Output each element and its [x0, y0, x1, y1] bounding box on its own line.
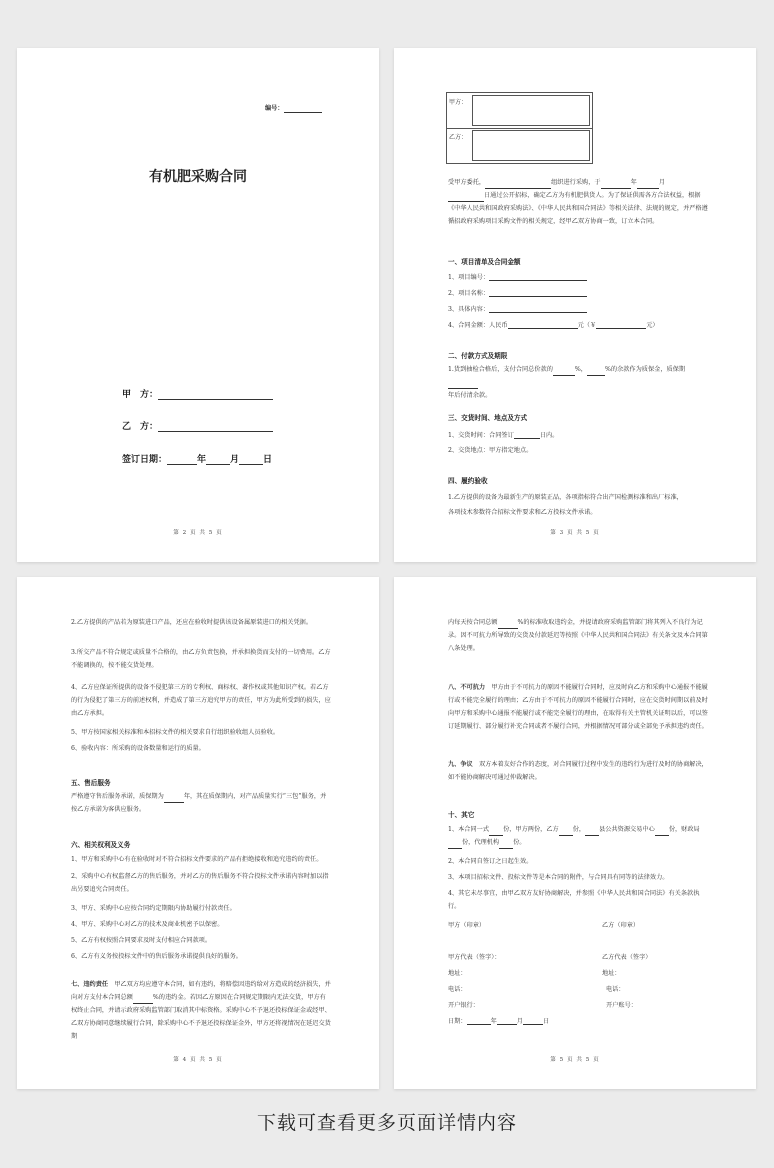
dispute-text: 双方本着友好合作的态度，对合同履行过程中发生的违约行为进行及时的协商解决，如不能协商解决可通过仲裁解决。	[448, 761, 708, 781]
other-1-text-g: 份。	[513, 839, 526, 846]
other-1-text-b: 份，甲方两份，乙方	[503, 826, 559, 833]
page-footer: 第 5 页 共 5 页	[550, 1057, 600, 1063]
month-label: 月	[516, 1018, 523, 1025]
yuan-close-label: 元）	[646, 322, 659, 329]
breach-continuation	[448, 616, 708, 655]
breach-paragraph	[71, 978, 331, 1043]
section-1-heading: 一、项目清单及合同金额	[448, 258, 521, 266]
acceptance-line-2: 各项技术参数符合招标文件要求和乙方投标文件承诺。	[448, 509, 597, 516]
date-label: 日期：	[448, 1018, 467, 1025]
rights-item-6: 6、乙方有义务按投标文件中的售后服务承诺提供良好的服务。	[71, 953, 242, 960]
contract-title: 有机肥采购合同	[149, 169, 247, 185]
seal-a: 甲方（印章）	[448, 922, 486, 929]
contract-cover-page	[17, 48, 379, 562]
party-b-label: 乙 方：	[122, 422, 159, 432]
acceptance-paragraph-3: 3.所交产品不符合规定或质量不合格的，由乙方负责包换，并承担换货而支付的一切费用。乙方不能调换的，按不能交货处理。	[71, 649, 331, 669]
acceptance-paragraph-2: 2.乙方提供的产品若为原装进口产品，还应在验收时提供该设备属原装进口的相关凭据。	[71, 619, 313, 626]
day-label: 日	[542, 1018, 550, 1025]
seal-b: 乙方（印章）	[602, 922, 640, 929]
item-label: 2、项目名称：	[448, 290, 490, 297]
rep-b: 乙方代表（签字）	[602, 954, 652, 961]
acceptance-paragraph-5: 5、甲方按国家相关标准和本招标文件的相关要求自行组织验收组人员验收。	[71, 729, 280, 736]
section-2-heading: 二、付款方式及期限	[448, 352, 508, 360]
tel-b: 电话：	[606, 986, 625, 993]
dispute-paragraph	[448, 758, 708, 784]
party-b-cell-label: 乙方：	[449, 134, 468, 141]
section-4-heading: 四、履约验收	[448, 477, 488, 485]
number-label: 编号：	[265, 105, 284, 112]
payment-text-1: 1.货到抽检合格后，支付合同总价款的	[448, 366, 553, 373]
year-label: 年	[490, 1018, 497, 1025]
intro-text-1: 受甲方委托，	[448, 179, 486, 186]
month-label: 月	[230, 455, 240, 465]
delivery-place: 2、交货地点：甲方指定地点。	[448, 447, 533, 454]
year-label: 年	[197, 455, 207, 465]
sign-date-field	[122, 452, 272, 465]
intro-text-5: 日通过公开招标，确定乙方为有机肥供货人。为了保证供需各方合法权益，根据《中华人民共和国政府采购法》、《中华人民共和国合同法》等相关法律、法规的规定，并严格遵循招政府采购项目采购文件的相关规定，经甲乙双方协商一致，订立本合同。	[448, 192, 708, 225]
payment-paragraph	[448, 363, 708, 402]
rep-a: 甲方代表（签字）：	[448, 954, 501, 961]
other-1-text-a: 1、本合同一式	[448, 826, 490, 833]
after-sales-paragraph	[71, 790, 331, 816]
party-b-row	[447, 128, 592, 163]
intro-text-4: 月	[658, 179, 665, 186]
item-label: 4、合同金额：人民币	[448, 322, 508, 329]
party-a-label: 甲 方：	[122, 390, 159, 400]
acceptance-line-1: 1.乙方提供的设备为最新生产的原装正品，各项指标符合出产国检测标准和出厂标准，	[448, 494, 683, 501]
item-project-name	[448, 288, 587, 297]
delivery-time-suffix: 日内。	[539, 432, 559, 439]
rights-item-4: 4、甲方、采购中心对乙方的技术及商业机密予以保密。	[71, 921, 224, 928]
breach-cont-text-2: %的标准收取违约金，并提请政府采购监管部门将其列入不良行为记录。因不可抗力所导致的交货及付款延迟等按照《中华人民共和国合同法》有关条文及本合同第八条处理。	[448, 619, 708, 652]
yuan-label: 元（￥	[577, 322, 597, 329]
payment-text-3: %的余款作为质保金，质保期	[604, 366, 686, 373]
item-label: 1、项目编号：	[448, 274, 490, 281]
breach-text-2: %的违约金。若因乙方原因在合同规定期限内无法交货，甲方有权终止合同，并请示政府采购监管部门取消其中标资格。采购中心不予退还投标保证金或经甲、乙双方协商同意继续履行合同，除采购中心不予退还投标保证金外，甲方还将视情况在延迟交货期	[71, 994, 331, 1040]
section-10-heading: 十、其它	[448, 811, 475, 819]
item-amount	[448, 320, 659, 329]
other-1-text-d: 县公共资源交易中心	[599, 826, 655, 833]
tel-a: 电话：	[448, 986, 467, 993]
rights-item-2: 2、采购中心有权监督乙方的售后服务，并对乙方的售后服务不符合投标文件承诺内容时加以指出另要追究合同责任。	[71, 873, 329, 893]
item-content	[448, 304, 587, 313]
party-a-cell-label: 甲方：	[449, 99, 468, 106]
page-footer: 第 2 页 共 5 页	[173, 530, 223, 536]
page-footer: 第 4 页 共 5 页	[173, 1057, 223, 1063]
other-item-3: 3、本项目招标文件、投标文件等是本合同的附件，与合同具有同等的法律效力。	[448, 874, 669, 881]
section-7-heading: 七、违约责任	[71, 981, 109, 988]
rights-item-5: 5、乙方有权按照合同要求及时支付相应合同款项。	[71, 937, 212, 944]
bank-a: 开户银行：	[448, 1002, 479, 1009]
breach-text-1: 甲乙双方均应遵守本合同，如有违约，将赔偿因违约给对方造成的经济损失，并向对方支付本合同总额	[71, 981, 331, 1001]
section-5-heading: 五、售后服务	[71, 779, 111, 787]
other-item-2: 2、本合同自签订之日起生效。	[448, 858, 533, 865]
party-a-cell	[472, 95, 590, 126]
date-field	[448, 1016, 549, 1025]
party-b-cell	[472, 130, 590, 161]
other-item-1	[448, 823, 708, 849]
other-1-text-c: 份，	[572, 826, 586, 833]
item-label: 3、具体内容：	[448, 306, 490, 313]
download-banner[interactable]: 下载可查看更多页面详情内容	[256, 1112, 517, 1134]
contract-page-4	[17, 577, 379, 1089]
contract-page-3	[394, 48, 756, 562]
party-a-field	[122, 387, 273, 400]
intro-paragraph	[448, 176, 708, 228]
intro-text-3: 年	[630, 179, 637, 186]
section-9-heading: 九、争议	[448, 761, 473, 768]
other-1-text-f: 份，代理机构	[462, 839, 500, 846]
payment-text-2: %，	[574, 366, 587, 373]
payment-text-4: 年后付清余款。	[448, 392, 492, 399]
intro-text-2: 组织进行采购，于	[551, 179, 601, 186]
section-3-heading: 三、交货时间、地点及方式	[448, 414, 528, 422]
contract-page-5	[394, 577, 756, 1089]
other-item-4: 4、其它未尽事宜，由甲乙双方友好协商解决，并参照《中华人民共和国合同法》有关条款执行。	[448, 890, 700, 910]
after-sales-text-1: 严格遵守售后服务承诺，质保期为	[71, 793, 164, 800]
page-footer: 第 3 页 共 5 页	[550, 530, 600, 536]
other-1-text-e: 份，财政局	[668, 826, 700, 833]
sign-date-label: 签订日期：	[122, 455, 168, 465]
force-majeure-paragraph	[448, 681, 708, 733]
party-b-field	[122, 419, 273, 432]
party-table	[446, 92, 593, 164]
acceptance-paragraph-6: 6、验收内容：所采购的设备数量和运行的质量。	[71, 745, 205, 752]
section-8-heading: 八、不可抗力	[448, 684, 486, 691]
after-sales-text-2: 年，其在质保期内，对产品质量实行“三包”服务，并按乙方承诺为客供应服务。	[71, 793, 327, 813]
day-label: 日	[263, 455, 273, 465]
delivery-time-label: 1、交货时间：合同签订	[448, 432, 514, 439]
delivery-time	[448, 430, 558, 439]
item-project-number	[448, 272, 587, 281]
acceptance-paragraph-4: 4、乙方应保证所提供的设备不侵犯第三方的专利权、商标权、著作权或其他知识产权。若乙方的行为侵犯了第三方的前述权利，并造成了第三方追究甲方的责任，甲方为此所受到的损失，应由乙方承担。	[71, 684, 331, 717]
party-a-row	[447, 93, 592, 129]
address-b: 地址：	[602, 970, 621, 977]
section-6-heading: 六、相关权利及义务	[71, 841, 131, 849]
force-majeure-text: 甲方由于不可抗力的原因不能履行合同时，应及时向乙方和采购中心通报不能履行或不能完全履行的理由；乙方由于不可抗力的原因不能履行合同时，应在交货时间期以前及时向甲方和采购中心通报不能履行或不能完全履行的理由，在取得有关主管机关证明以后，可以签订延期履行、部分履行补充合同或者不履行合同，并根据情况可部分或全部免予承担违约责任。	[448, 684, 708, 730]
account-b: 开户账号：	[606, 1002, 637, 1009]
number-field	[265, 104, 322, 113]
rights-item-3: 3、甲方、采购中心应按合同约定期限内协助履行付款责任。	[71, 905, 236, 912]
address-a: 地址：	[448, 970, 467, 977]
rights-item-1: 1、甲方和采购中心有在验收时对不符合招标文件要求的产品有拒绝接收和追究违约的责任。	[71, 856, 323, 863]
breach-cont-text-1: 内每天按合同总额	[448, 619, 498, 626]
